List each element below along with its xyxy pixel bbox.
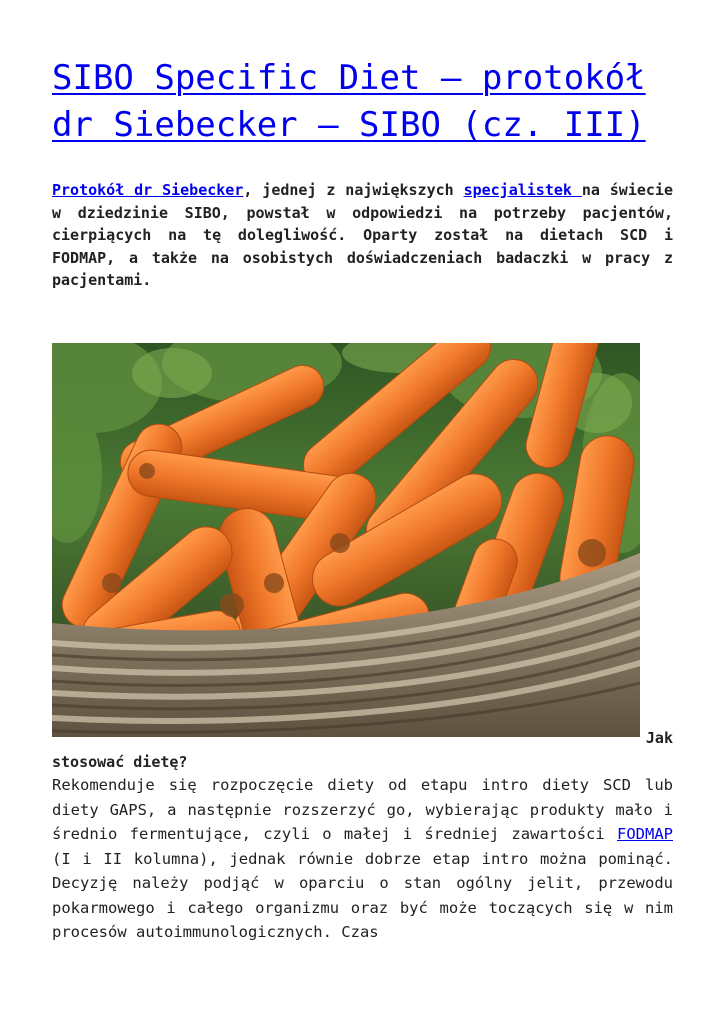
section-heading-start: Jak <box>645 729 673 747</box>
body-paragraph <box>52 773 673 945</box>
fodmap-link[interactable]: FODMAP <box>617 825 673 843</box>
carrots-photo <box>52 343 640 737</box>
body-text-1: Rekomenduje się rozpoczęcie diety od etapu intro diety SCD lub diety GAPS, a następnie rozszerzyć go, wybierając produkty mało i średnio fermentujące, czyli o małej i średniej zawartości <box>52 776 673 843</box>
specialist-link[interactable]: specjalistek <box>463 181 582 199</box>
article-title <box>52 55 692 149</box>
siebecker-protocol-link[interactable]: Protokół dr Siebecker <box>52 181 244 199</box>
section-heading: stosować dietę? <box>52 753 188 771</box>
intro-text-2: na świecie w dziedzinie SIBO, powstał w odpowiedzi na potrzeby pacjentów, cierpiących na tę dolegliwość. Oparty został na dietach SCD i FODMAP, a także na osobistych doświadczeniach badaczki w pracy z pacjentami. <box>52 181 673 289</box>
body-text-2: (I i II kolumna), jednak równie dobrze etap intro można pominąć. Decyzję należy podjąć w oparciu o stan ogólny jelit, przewodu pokarmowego i całego organizmu oraz być może toczących się w nim procesów autoimmunologicznych. Czas <box>52 849 673 941</box>
intro-text-1: , jednej z największych <box>243 181 464 199</box>
intro-paragraph <box>52 179 673 292</box>
article-title-link[interactable]: SIBO Specific Diet – protokół dr Siebecker – SIBO (cz. III) <box>52 58 646 145</box>
